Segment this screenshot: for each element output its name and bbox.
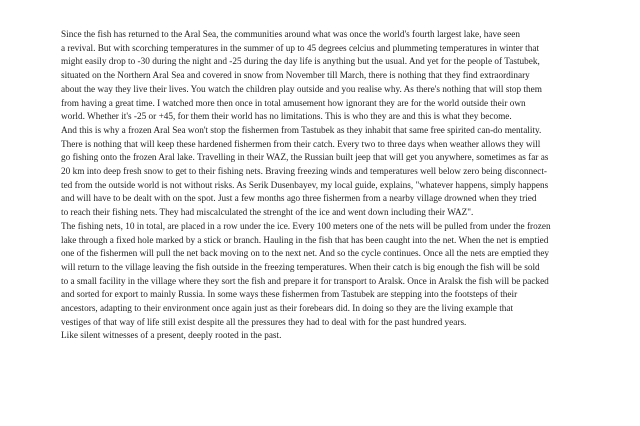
text-line: And this is why a frozen Aral Sea won't stop the fishermen from Tastubek as they inhabit that same free spirited can-do mentality. (61, 125, 542, 136)
text-line: might easily drop to -30 during the night and -25 during the day life is anything but the usual. And yet for the people of Tastubek, (61, 57, 540, 68)
text-line: a revival. But with scorching temperatures in the summer of up to 45 degrees celcius and plummeting temperatures in winter that (61, 43, 540, 54)
text-line: Since the fish has returned to the Aral Sea, the communities around what was once the world's fourth largest lake, have seen (61, 30, 520, 40)
text-line: will return to the village leaving the fish outside in the freezing temperatures. When their catch is big enough the fish will be sold (61, 262, 540, 273)
text-line: world. Whether it's -25 or +45, for them their world has no limitations. This is who they are and this is what they become. (61, 112, 512, 123)
text-line: one of the fishermen will pull the net back moving on to the next net. And so the cycle continues. Once all the nets are emptied they (61, 249, 550, 260)
text-line: lake through a fixed hole marked by a stick or branch. Hauling in the fish that has been caught into the net. When the net is emptied (61, 235, 549, 246)
text-line: Like silent witnesses of a present, deeply rooted in the past. (61, 331, 282, 342)
text-line: 20 km into deep fresh snow to get to their fishing nets. Braving freezing winds and temperatures well below zero being disconnect- (61, 167, 548, 178)
text-line: to a small facility in the village where they sort the fish and prepare it for transport to Aralsk. Once in Aralsk the fish will be packed (61, 276, 549, 287)
text-line: ted from the outside world is not without risks. As Serik Dusenbayev, my local guide, explains, "whatever happens, simply happens (61, 180, 549, 191)
text-line: about the way they live their lives. You watch the children play outside and you realise why. As there's nothing that will stop them (61, 84, 542, 95)
text-line: vestiges of that way of life still exist despite all the pressures they had to deal with for the past hundred years. (61, 317, 467, 328)
document-body (61, 29, 621, 344)
text-line: go fishing onto the frozen Aral lake. Travelling in their WAZ, the Russian built jeep that will get you anywhere, sometimes as far as (61, 153, 549, 164)
text-line: The fishing nets, 10 in total, are placed in a row under the ice. Every 100 meters one of the nets will be pulled from under the frozen (61, 221, 551, 232)
text-line: situated on the Northern Aral Sea and covered in snow from November till March, there is nothing that they find extraordinary (61, 71, 530, 82)
text-line: to reach their fishing nets. They had miscalculated the strenght of the ice and went down including their WAZ". (61, 208, 474, 219)
text-line: and sorted for export to mainly Russia. In some ways these fishermen from Tastubek are stepping into the footsteps of their (61, 290, 518, 301)
text-line: There is nothing that will keep these hardened fishermen from their catch. Every two to three days when weather allows they will (61, 139, 541, 150)
text-line: and will have to be dealt with on the spot. Just a few months ago three fishermen from a nearby village drowned when they tried (61, 194, 537, 205)
text-line: ancestors, adapting to their environment once again just as their forebears did. In doing so they are the living example that (61, 304, 514, 315)
text-line: from having a great time. I watched more then once in total amusement how ignorant they are for the world outside their own (61, 98, 526, 109)
